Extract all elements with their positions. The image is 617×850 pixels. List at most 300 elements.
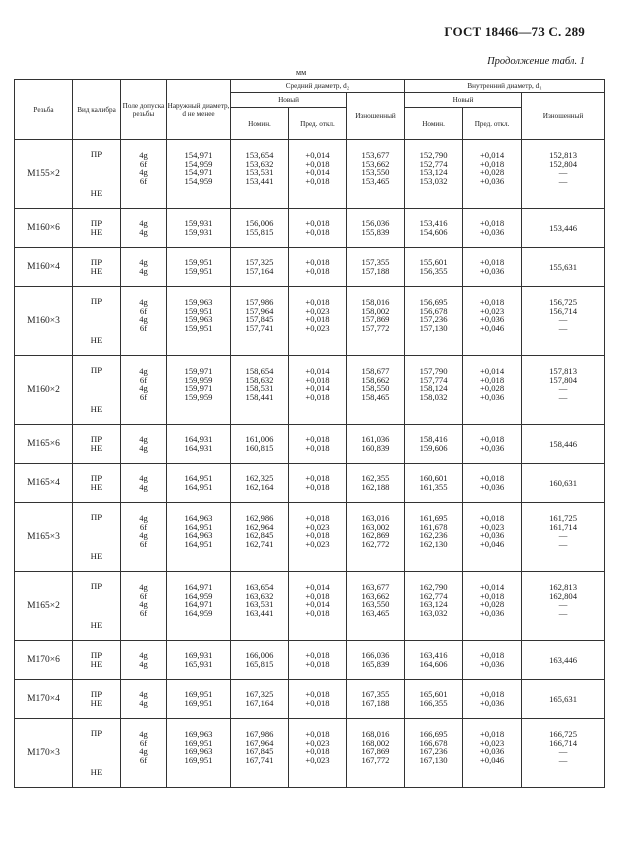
cell-inner-deviation (463, 641, 522, 680)
cell-inner-deviation (463, 248, 522, 287)
value: 161,725 (549, 513, 577, 523)
value: 168,002 (361, 737, 390, 748)
value: +0,023 (305, 755, 330, 766)
gauge-go: ПР (90, 434, 103, 445)
value: 162,804 (549, 590, 577, 601)
cell-pitch-deviation (289, 140, 347, 209)
value: 164,963 (184, 513, 213, 523)
thread-designation: M165×4 (15, 464, 73, 503)
gauge-nogo: НЕ (90, 188, 103, 199)
value: 162,964 (245, 521, 274, 532)
gauge-go: ПР (90, 689, 103, 700)
col-gauge: Вид калибра (73, 80, 121, 140)
value: 4g (139, 366, 148, 376)
cell-pitch-nominal (231, 248, 289, 287)
value: 163,662 (361, 590, 390, 601)
value: +0,028 (479, 167, 505, 178)
cell-tolerance (121, 572, 167, 641)
cell-pitch-worn (347, 641, 405, 680)
value: 4g (139, 434, 148, 445)
table-row (15, 464, 605, 503)
cell-outer-diameter (167, 425, 231, 464)
value: +0,018 (479, 257, 505, 268)
value: 169,931 (184, 650, 213, 661)
cell-inner-nominal (405, 503, 463, 572)
value: 167,325 (245, 689, 274, 700)
value: +0,014 (305, 582, 330, 592)
value: +0,036 (479, 659, 505, 669)
value: 157,845 (245, 314, 274, 325)
value: +0,018 (479, 158, 505, 169)
value: 4g (139, 443, 148, 453)
value: +0,018 (479, 513, 505, 523)
value: 4g (139, 689, 148, 700)
value: 165,815 (245, 659, 274, 669)
value: +0,018 (305, 227, 330, 237)
value: 159,951 (184, 266, 213, 276)
table-row (15, 641, 605, 680)
cell-pitch-worn (347, 209, 405, 248)
value: +0,018 (305, 530, 330, 541)
value: +0,018 (305, 698, 330, 708)
cell-tolerance (121, 356, 167, 425)
value: 160,815 (245, 443, 274, 453)
value: 4g (139, 473, 148, 484)
gauge-nogo: НЕ (90, 482, 103, 492)
gauge-go: ПР (90, 257, 103, 268)
value: 157,236 (419, 314, 448, 325)
col-outer-diameter: Наружный диаметр, d не менее (167, 80, 231, 140)
value: 4g (139, 650, 148, 661)
value: 162,790 (419, 582, 448, 592)
cell-inner-worn (522, 680, 605, 719)
value: — (558, 392, 568, 403)
value: +0,014 (305, 167, 330, 178)
cell-outer-diameter (167, 209, 231, 248)
value: 157,164 (245, 266, 274, 276)
value: 158,677 (361, 366, 390, 376)
thread-designation: M165×6 (15, 425, 73, 464)
value: 152,804 (549, 158, 577, 169)
col-pitch-nominal: Номин. (231, 108, 289, 140)
cell-inner-nominal (405, 464, 463, 503)
col-pitch-diameter: Средний диаметр, d₂ (231, 80, 405, 93)
value: +0,036 (479, 698, 505, 708)
cell-tolerance (121, 464, 167, 503)
cell-inner-deviation (463, 464, 522, 503)
gauge-go: ПР (90, 149, 103, 159)
value: 163,654 (245, 582, 274, 592)
cell-inner-nominal (405, 680, 463, 719)
value: 163,677 (361, 582, 390, 592)
value: — (558, 599, 568, 610)
value: 162,986 (245, 513, 274, 523)
value: +0,014 (305, 599, 330, 610)
value: 6f (139, 392, 148, 403)
thread-designation: M170×6 (15, 641, 73, 680)
value: 169,951 (184, 737, 213, 748)
cell-inner-deviation (463, 209, 522, 248)
value: +0,023 (305, 539, 330, 550)
value: 153,654 (245, 150, 274, 160)
cell-pitch-deviation (289, 209, 347, 248)
value: 166,714 (549, 737, 577, 748)
cell-inner-worn (522, 140, 605, 209)
col-inner-new: Новый (405, 93, 522, 108)
gauge-go: ПР (90, 512, 103, 522)
value: 153,124 (419, 167, 448, 178)
cell-inner-worn (522, 719, 605, 788)
value: 158,531 (245, 383, 274, 394)
thread-designation: M165×3 (15, 503, 73, 572)
value: 158,465 (361, 392, 390, 403)
value: +0,023 (305, 521, 330, 532)
value: 4g (139, 167, 148, 178)
value: 167,236 (419, 746, 448, 757)
value: 159,971 (184, 383, 213, 394)
value: — (558, 167, 568, 178)
cell-inner-nominal (405, 209, 463, 248)
value: — (558, 608, 568, 619)
value: 4g (139, 729, 148, 739)
gauge-nogo: НЕ (90, 443, 103, 453)
value: +0,018 (479, 218, 505, 229)
value: 163,446 (549, 654, 577, 665)
value: 158,441 (245, 392, 274, 403)
value: 6f (139, 737, 148, 748)
value: 6f (139, 608, 148, 619)
cell-inner-nominal (405, 248, 463, 287)
value: — (558, 176, 568, 187)
value: 163,016 (361, 513, 390, 523)
value: 163,124 (419, 599, 448, 610)
value: 161,355 (419, 482, 448, 492)
value: +0,036 (479, 482, 505, 492)
cell-pitch-nominal (231, 425, 289, 464)
cell-pitch-worn (347, 425, 405, 464)
value: 158,654 (245, 366, 274, 376)
cell-inner-worn (522, 425, 605, 464)
value: +0,018 (305, 482, 330, 492)
value: 163,002 (361, 521, 390, 532)
cell-inner-nominal (405, 140, 463, 209)
table-row (15, 140, 605, 209)
value: +0,018 (305, 590, 330, 601)
gauge-nogo: НЕ (90, 698, 103, 708)
value: +0,018 (305, 257, 330, 268)
value: 162,772 (361, 539, 390, 550)
value: 164,971 (184, 582, 213, 592)
value: 153,632 (245, 158, 274, 169)
cell-pitch-nominal (231, 140, 289, 209)
value: +0,014 (479, 150, 505, 160)
cell-pitch-nominal (231, 287, 289, 356)
value: +0,046 (479, 539, 505, 550)
value: +0,018 (305, 374, 330, 385)
value: +0,018 (305, 659, 330, 669)
value: 4g (139, 314, 148, 325)
value: 157,804 (549, 374, 577, 385)
value: 156,714 (549, 305, 577, 316)
value: +0,018 (305, 689, 330, 700)
cell-inner-worn (522, 503, 605, 572)
value: 158,032 (419, 392, 448, 403)
value: 165,631 (549, 693, 577, 704)
cell-inner-deviation (463, 719, 522, 788)
unit-label: мм (296, 68, 307, 77)
value: 167,130 (419, 755, 448, 766)
col-inner-deviation: Пред. откл. (463, 108, 522, 140)
value: +0,023 (305, 305, 330, 316)
value: — (558, 323, 568, 334)
value: 161,695 (419, 513, 448, 523)
value: 163,416 (419, 650, 448, 661)
value: +0,018 (305, 158, 330, 169)
value: 155,631 (549, 261, 577, 272)
cell-outer-diameter (167, 680, 231, 719)
value: 4g (139, 746, 148, 757)
cell-tolerance (121, 641, 167, 680)
value: 164,951 (184, 521, 213, 532)
value: 156,036 (361, 218, 390, 229)
gauge-type (73, 719, 121, 788)
value: 154,959 (184, 176, 213, 187)
value: 157,813 (549, 366, 577, 376)
cell-tolerance (121, 209, 167, 248)
value: 167,164 (245, 698, 274, 708)
cell-pitch-deviation (289, 503, 347, 572)
value: 164,971 (184, 599, 213, 610)
value: 157,869 (361, 314, 390, 325)
cell-pitch-worn (347, 248, 405, 287)
value: +0,036 (479, 227, 505, 237)
gauge-type (73, 572, 121, 641)
value: 163,550 (361, 599, 390, 610)
cell-pitch-nominal (231, 464, 289, 503)
value: 162,869 (361, 530, 390, 541)
cell-inner-deviation (463, 503, 522, 572)
value: 156,695 (419, 297, 448, 307)
col-inner-nominal: Номин. (405, 108, 463, 140)
value: +0,036 (479, 266, 505, 276)
gauge-go: ПР (90, 728, 103, 738)
value: 4g (139, 513, 148, 523)
cell-tolerance (121, 287, 167, 356)
value: +0,018 (479, 434, 505, 445)
value: 161,006 (245, 434, 274, 445)
gauge-go: ПР (90, 581, 103, 591)
value: 169,951 (184, 755, 213, 766)
gauge-nogo: НЕ (90, 227, 103, 237)
cell-pitch-deviation (289, 719, 347, 788)
cell-pitch-nominal (231, 503, 289, 572)
value: +0,014 (479, 366, 505, 376)
value: 4g (139, 218, 148, 229)
thread-designation: M160×3 (15, 287, 73, 356)
cell-inner-nominal (405, 287, 463, 356)
value: +0,018 (479, 297, 505, 307)
value: 6f (139, 305, 148, 316)
value: +0,014 (305, 383, 330, 394)
value: 153,416 (419, 218, 448, 229)
value: 154,959 (184, 158, 213, 169)
cell-pitch-worn (347, 464, 405, 503)
value: +0,014 (479, 582, 505, 592)
cell-pitch-worn (347, 356, 405, 425)
gauge-type (73, 209, 121, 248)
value: 158,124 (419, 383, 448, 394)
value: 166,678 (419, 737, 448, 748)
value: 167,355 (361, 689, 390, 700)
cell-pitch-nominal (231, 680, 289, 719)
gauge-nogo: НЕ (90, 266, 103, 276)
col-thread: Резьба (15, 80, 73, 140)
cell-inner-worn (522, 209, 605, 248)
value: 169,963 (184, 729, 213, 739)
value: 158,662 (361, 374, 390, 385)
value: 168,016 (361, 729, 390, 739)
cell-pitch-deviation (289, 464, 347, 503)
cell-outer-diameter (167, 464, 231, 503)
cell-inner-worn (522, 248, 605, 287)
thread-gauge-table (14, 79, 605, 788)
value: 164,959 (184, 590, 213, 601)
value: 153,662 (361, 158, 390, 169)
value: — (558, 314, 568, 325)
value: 4g (139, 150, 148, 160)
page-header: ГОСТ 18466—73 С. 289 (444, 24, 585, 39)
value: 4g (139, 297, 148, 307)
value: 167,772 (361, 755, 390, 766)
value: 164,963 (184, 530, 213, 541)
value: +0,018 (479, 473, 505, 484)
value: +0,014 (305, 150, 330, 160)
cell-pitch-worn (347, 140, 405, 209)
cell-tolerance (121, 680, 167, 719)
value: 155,839 (361, 227, 390, 237)
value: 166,355 (419, 698, 448, 708)
value: 167,188 (361, 698, 390, 708)
col-inner-diameter: Внутренний диаметр, d₁ (405, 80, 605, 93)
value: +0,018 (479, 374, 505, 385)
value: +0,023 (479, 521, 505, 532)
value: 167,986 (245, 729, 274, 739)
value: 152,790 (419, 150, 448, 160)
value: +0,036 (479, 530, 505, 541)
cell-outer-diameter (167, 503, 231, 572)
thread-designation: M165×2 (15, 572, 73, 641)
value: +0,023 (305, 323, 330, 334)
value: — (558, 383, 568, 394)
value: 157,130 (419, 323, 448, 334)
value: 169,951 (184, 698, 213, 708)
value: 6f (139, 176, 148, 187)
table-continuation-label: Продолжение табл. 1 (487, 56, 585, 67)
value: 153,441 (245, 176, 274, 187)
value: 162,355 (361, 473, 390, 484)
value: 4g (139, 227, 148, 237)
gauge-type (73, 248, 121, 287)
cell-inner-worn (522, 356, 605, 425)
value: +0,018 (305, 729, 330, 739)
value: 157,741 (245, 323, 274, 334)
cell-pitch-nominal (231, 641, 289, 680)
value: 4g (139, 482, 148, 492)
value: 169,963 (184, 746, 213, 757)
value: 4g (139, 698, 148, 708)
value: +0,028 (479, 383, 505, 394)
value: 162,188 (361, 482, 390, 492)
value: 4g (139, 266, 148, 276)
gauge-nogo: НЕ (90, 335, 103, 346)
col-pitch-new: Новый (231, 93, 347, 108)
value: 158,016 (361, 297, 390, 307)
cell-inner-nominal (405, 356, 463, 425)
value: +0,018 (305, 443, 330, 453)
value: 164,959 (184, 608, 213, 619)
col-tolerance: Поле допуска резьбы (121, 80, 167, 140)
value: 162,845 (245, 530, 274, 541)
value: 157,355 (361, 257, 390, 268)
gauge-nogo: НЕ (90, 551, 103, 562)
cell-inner-deviation (463, 425, 522, 464)
value: 4g (139, 257, 148, 268)
value: 158,550 (361, 383, 390, 394)
value: 164,931 (184, 443, 213, 453)
cell-inner-nominal (405, 425, 463, 464)
value: 153,465 (361, 176, 390, 187)
value: +0,046 (479, 755, 505, 766)
value: +0,036 (479, 392, 505, 403)
cell-pitch-deviation (289, 641, 347, 680)
table-row (15, 503, 605, 572)
value: 4g (139, 383, 148, 394)
value: +0,018 (479, 590, 505, 601)
value: 6f (139, 755, 148, 766)
thread-designation: M160×2 (15, 356, 73, 425)
value: 157,790 (419, 366, 448, 376)
value: 159,959 (184, 392, 213, 403)
value: 160,601 (419, 473, 448, 484)
cell-pitch-nominal (231, 209, 289, 248)
cell-inner-nominal (405, 719, 463, 788)
cell-outer-diameter (167, 641, 231, 680)
value: 160,631 (549, 477, 577, 488)
value: 158,416 (419, 434, 448, 445)
value: 165,839 (361, 659, 390, 669)
cell-outer-diameter (167, 572, 231, 641)
value: 158,632 (245, 374, 274, 385)
value: 161,036 (361, 434, 390, 445)
value: 159,963 (184, 314, 213, 325)
value: 165,601 (419, 689, 448, 700)
gauge-nogo: НЕ (90, 767, 103, 778)
value: 159,959 (184, 374, 213, 385)
cell-inner-worn (522, 287, 605, 356)
value: 159,951 (184, 257, 213, 268)
value: +0,018 (305, 434, 330, 445)
thread-designation: M160×4 (15, 248, 73, 287)
gauge-nogo: НЕ (90, 620, 103, 631)
value: 164,951 (184, 473, 213, 484)
value: 159,931 (184, 218, 213, 229)
gauge-type (73, 356, 121, 425)
value: +0,018 (479, 729, 505, 739)
cell-pitch-worn (347, 503, 405, 572)
cell-inner-nominal (405, 572, 463, 641)
value: 4g (139, 582, 148, 592)
value: +0,018 (479, 650, 505, 661)
